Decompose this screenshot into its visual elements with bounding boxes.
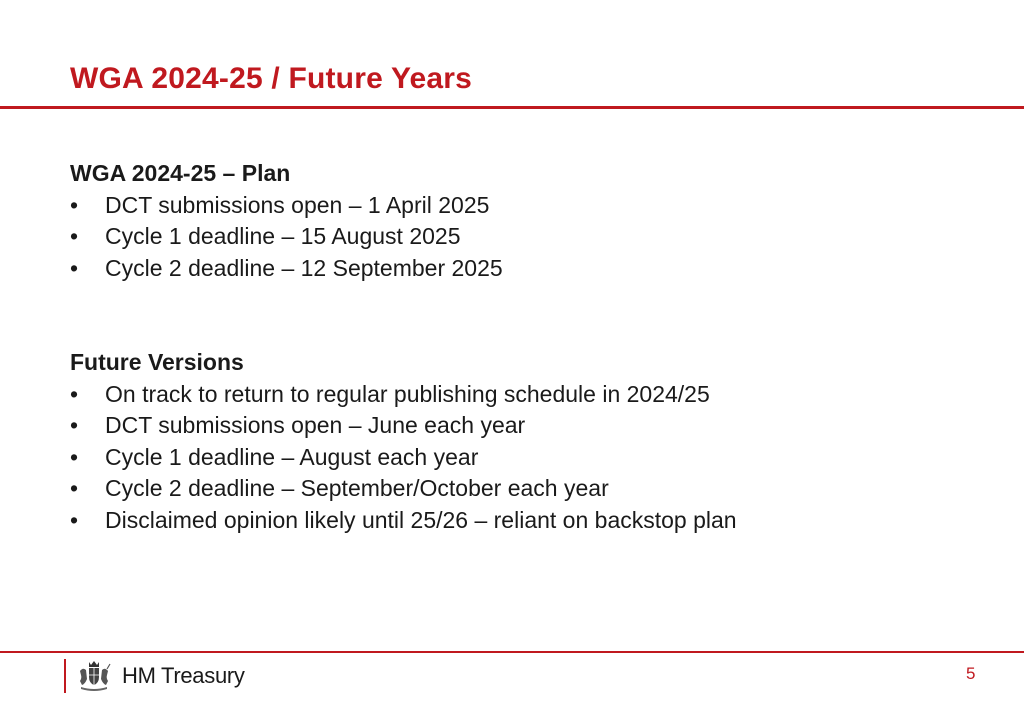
list-item-text: Cycle 1 deadline – August each year bbox=[105, 443, 479, 470]
bullet-mark: • bbox=[70, 412, 79, 439]
bullet-mark: • bbox=[70, 443, 79, 470]
bullet-mark: • bbox=[70, 191, 79, 218]
future-heading: Future Versions bbox=[70, 349, 244, 375]
list-item-text: Cycle 1 deadline – 15 August 2025 bbox=[105, 223, 461, 250]
list-item bbox=[70, 505, 737, 537]
list-item bbox=[70, 253, 503, 285]
future-bullet-list bbox=[70, 379, 737, 537]
list-item bbox=[70, 442, 737, 474]
list-item bbox=[70, 190, 503, 222]
page-number: 5 bbox=[966, 664, 976, 683]
list-item-text: DCT submissions open – 1 April 2025 bbox=[105, 191, 490, 218]
list-item bbox=[70, 221, 503, 253]
brand-name: HM Treasury bbox=[122, 663, 245, 688]
brand-accent-bar bbox=[64, 659, 66, 693]
bullet-mark: • bbox=[70, 380, 79, 407]
list-item bbox=[70, 473, 737, 505]
title-divider bbox=[0, 106, 1024, 109]
bullet-mark: • bbox=[70, 506, 79, 533]
list-item-text: Disclaimed opinion likely until 25/26 – reliant on backstop plan bbox=[105, 506, 737, 533]
list-item-text: Cycle 2 deadline – 12 September 2025 bbox=[105, 254, 503, 281]
list-item bbox=[70, 410, 737, 442]
future-section bbox=[70, 347, 737, 537]
footer-divider bbox=[0, 651, 1024, 653]
bullet-mark: • bbox=[70, 475, 79, 502]
royal-coat-of-arms-icon bbox=[76, 659, 112, 693]
plan-bullet-list bbox=[70, 190, 503, 285]
slide-title: WGA 2024-25 / Future Years bbox=[70, 62, 473, 95]
list-item-text: On track to return to regular publishing schedule in 2024/25 bbox=[105, 380, 710, 407]
plan-heading: WGA 2024-25 – Plan bbox=[70, 160, 291, 186]
bullet-mark: • bbox=[70, 223, 79, 250]
hm-treasury-brand bbox=[64, 659, 245, 693]
list-item-text: DCT submissions open – June each year bbox=[105, 412, 526, 439]
list-item bbox=[70, 379, 737, 411]
plan-section bbox=[70, 158, 503, 284]
list-item-text: Cycle 2 deadline – September/October each year bbox=[105, 475, 609, 502]
bullet-mark: • bbox=[70, 254, 79, 281]
